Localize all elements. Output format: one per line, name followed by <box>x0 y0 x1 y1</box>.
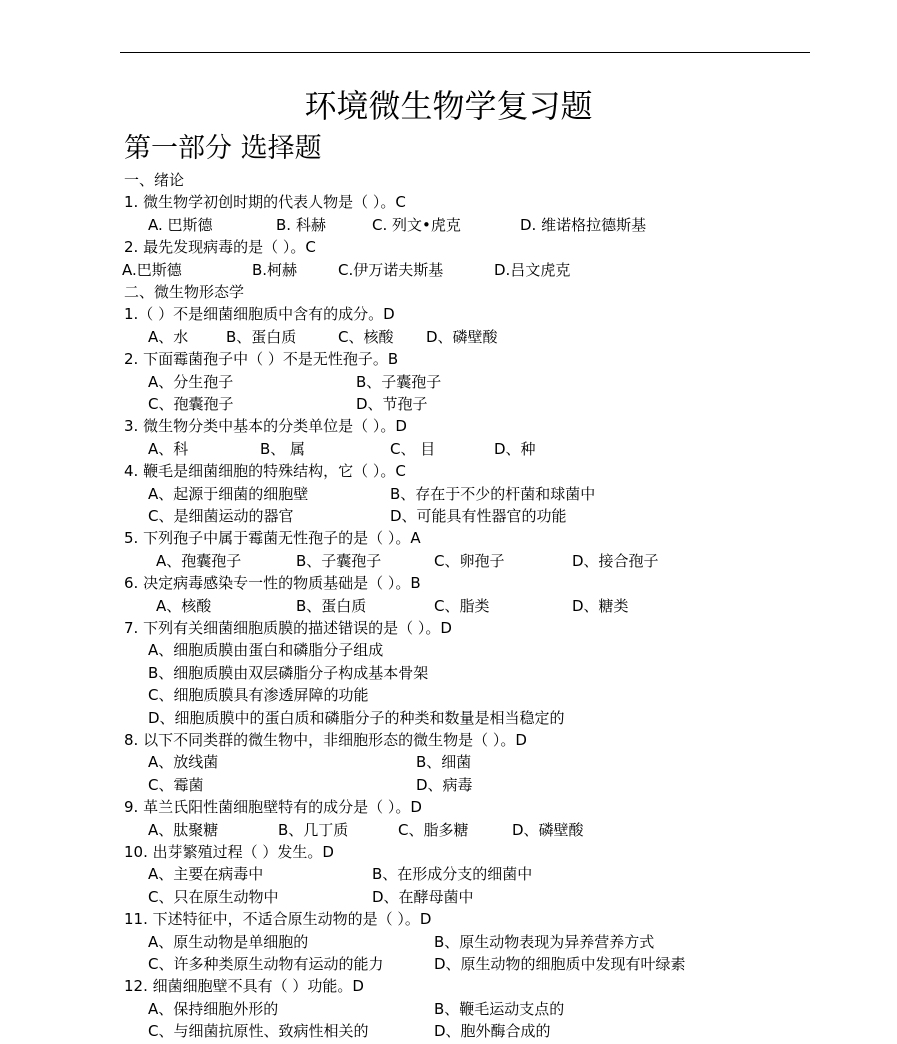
line-text: A、科 <box>148 439 189 458</box>
option-text: B、几丁质 <box>278 820 349 839</box>
text-line <box>0 460 897 482</box>
line-text: A、放线菌 <box>148 753 219 772</box>
line-text: B、细胞质膜由双层磷脂分子构成基本骨架 <box>148 663 429 682</box>
option-text: B、在形成分支的细菌中 <box>372 865 533 884</box>
line-text: A、主要在病毒中 <box>148 865 264 884</box>
text-line <box>0 707 897 729</box>
text-line <box>0 729 897 751</box>
line-text: C、只在原生动物中 <box>148 887 279 906</box>
line-text: C、是细菌运动的器官 <box>148 507 294 525</box>
option-text: B、 属 <box>260 439 306 458</box>
text-line <box>0 505 897 527</box>
option-text: D、在酵母菌中 <box>372 887 474 906</box>
option-text: C、脂多糖 <box>398 820 469 839</box>
text-line <box>0 326 897 348</box>
line-text: C、与细菌抗原性、致病性相关的 <box>148 1022 369 1041</box>
option-text: D、磷壁酸 <box>512 820 584 839</box>
option-text: B. 科赫 <box>276 215 326 234</box>
line-text: A、分生孢子 <box>148 372 234 391</box>
option-text: D、病毒 <box>416 775 473 794</box>
text-line <box>0 236 897 258</box>
line-text: A、原生动物是单细胞的 <box>148 932 309 951</box>
option-text: B、原生动物表现为异养营养方式 <box>434 932 655 951</box>
option-text: C、脂类 <box>434 596 490 615</box>
option-text: C.伊万诺夫斯基 <box>338 260 444 279</box>
line-text: 10. 出芽繁殖过程（ ）发生。D <box>124 843 334 861</box>
line-text: A. 巴斯德 <box>148 215 213 234</box>
line-text: 6. 决定病毒感染专一性的物质基础是（ ）。B <box>124 574 421 593</box>
text-line <box>0 393 897 415</box>
line-text: 4. 鞭毛是细菌细胞的特殊结构，它（ ）。C <box>124 462 406 481</box>
option-text: D、糖类 <box>572 596 629 615</box>
option-text: B、存在于不少的杆菌和球菌中 <box>390 484 596 503</box>
line-text: A、核酸 <box>156 596 212 615</box>
option-text: D.吕文虎克 <box>494 260 571 279</box>
option-text: D、原生动物的细胞质中发现有叶绿素 <box>434 955 686 973</box>
text-line <box>0 841 897 863</box>
line-text: C、细胞质膜具有渗透屏障的功能 <box>148 686 369 705</box>
text-line <box>0 684 897 706</box>
line-text: 3. 微生物分类中基本的分类单位是（ ）。D <box>124 417 407 436</box>
option-text: B.柯赫 <box>252 260 298 279</box>
option-text: D、种 <box>494 439 536 458</box>
line-text: A、水 <box>148 327 189 346</box>
text-line <box>0 662 897 684</box>
text-line <box>0 281 897 303</box>
line-text: C、许多种类原生动物有运动的能力 <box>148 955 384 973</box>
text-line <box>0 550 897 572</box>
line-text: 11. 下述特征中，不适合原生动物的是（ ）。D <box>124 910 432 929</box>
part-heading: 第一部分 选择题 <box>124 133 322 164</box>
option-text: D、可能具有性器官的功能 <box>390 507 567 525</box>
option-text: B、蛋白质 <box>296 596 367 615</box>
option-text: B、子囊孢子 <box>296 551 382 570</box>
line-text: A、孢囊孢子 <box>156 551 242 570</box>
option-text: D、磷壁酸 <box>426 327 498 346</box>
text-line <box>0 303 897 325</box>
option-text: B、子囊孢子 <box>356 372 442 391</box>
text-line <box>0 863 897 885</box>
line-text: A、肽聚糖 <box>148 820 219 839</box>
text-line <box>0 169 897 191</box>
text-line <box>0 572 897 594</box>
line-text: 9. 革兰氏阳性菌细胞壁特有的成分是（ ）。D <box>124 798 422 817</box>
text-line <box>0 214 897 236</box>
text-line <box>0 639 897 661</box>
line-text: 一、绪论 <box>124 171 185 189</box>
line-text: 1.（ ）不是细菌细胞质中含有的成分。D <box>124 305 395 324</box>
text-line <box>0 415 897 437</box>
text-line <box>0 886 897 908</box>
text-line <box>0 751 897 773</box>
text-line <box>0 438 897 460</box>
text-line <box>0 483 897 505</box>
option-text: B、鞭毛运动支点的 <box>434 999 565 1018</box>
line-text: 8. 以下不同类群的微生物中，非细胞形态的微生物是（ ）。D <box>124 731 527 749</box>
option-text: D、节孢子 <box>356 395 428 413</box>
option-text: D、胞外酶合成的 <box>434 1022 551 1041</box>
option-text: C、核酸 <box>338 327 394 346</box>
text-line <box>0 998 897 1020</box>
text-line <box>0 617 897 639</box>
option-text: C、卵孢子 <box>434 551 505 570</box>
text-line <box>0 796 897 818</box>
text-line <box>0 595 897 617</box>
text-line <box>0 908 897 930</box>
text-line <box>0 774 897 796</box>
text-line <box>0 975 897 997</box>
line-text: 2. 下面霉菌孢子中（ ）不是无性孢子。B <box>124 350 399 369</box>
line-text: 2. 最先发现病毒的是（ ）。C <box>124 238 316 257</box>
line-text: A、起源于细菌的细胞壁 <box>148 484 309 503</box>
line-text: D、细胞质膜中的蛋白质和磷脂分子的种类和数量是相当稳定的 <box>148 708 565 727</box>
text-line <box>0 191 897 213</box>
line-text: 7. 下列有关细菌细胞质膜的描述错误的是（ ）。D <box>124 619 452 637</box>
text-line <box>0 953 897 975</box>
line-text: 1. 微生物学初创时期的代表人物是（ ）。C <box>124 193 406 212</box>
line-text: C、孢囊孢子 <box>148 395 234 413</box>
text-line <box>0 348 897 370</box>
line-text: C、霉菌 <box>148 775 204 794</box>
line-text: 12. 细菌细胞壁不具有（ ）功能。D <box>124 977 364 996</box>
text-line <box>0 527 897 549</box>
document-title: 环境微生物学复习题 <box>304 87 593 125</box>
line-text: A、保持细胞外形的 <box>148 999 279 1018</box>
line-text: 5. 下列孢子中属于霉菌无性孢子的是（ ）。A <box>124 529 421 548</box>
line-text: A、细胞质膜由蛋白和磷脂分子组成 <box>148 641 384 660</box>
option-text: B、蛋白质 <box>226 327 297 346</box>
option-text: D、接合孢子 <box>572 551 659 570</box>
text-line <box>0 371 897 393</box>
text-line <box>0 259 897 281</box>
line-text: 二、微生物形态学 <box>124 283 245 301</box>
option-text: B、细菌 <box>416 753 472 772</box>
option-text: C. 列文•虎克 <box>372 215 461 234</box>
line-text: A.巴斯德 <box>122 260 182 279</box>
text-line <box>0 931 897 953</box>
option-text: D. 维诺格拉德斯基 <box>520 215 647 234</box>
option-text: C、 目 <box>390 439 436 458</box>
text-line <box>0 819 897 841</box>
text-line <box>0 1020 897 1042</box>
